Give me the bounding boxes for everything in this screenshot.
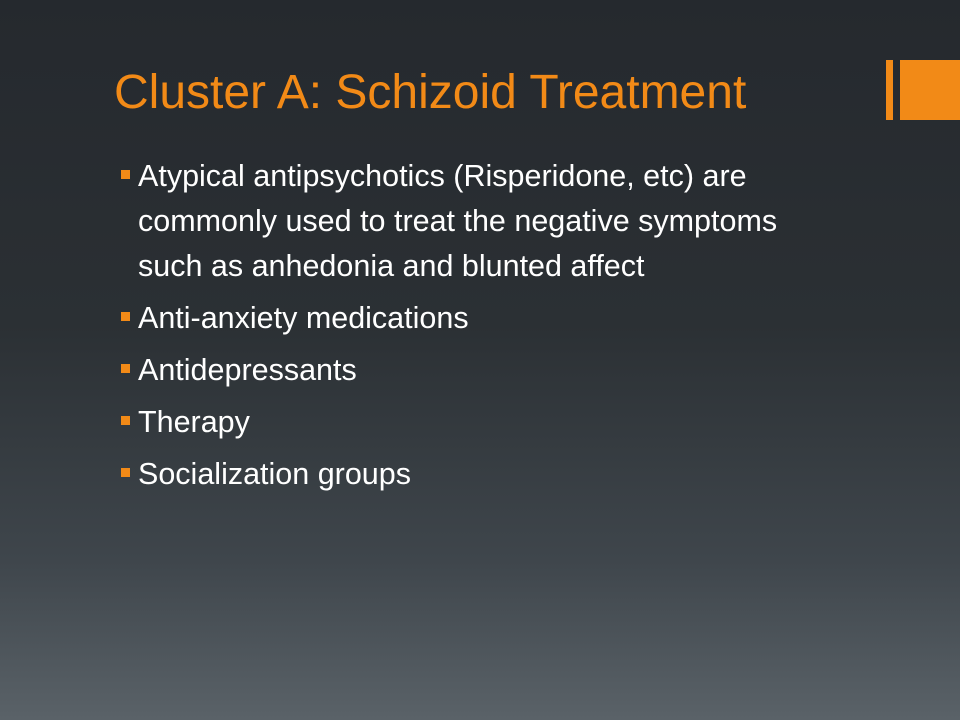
bullet-item: [120, 296, 840, 341]
bullet-list: [120, 154, 840, 504]
bullet-item: [120, 452, 840, 497]
square-bullet-icon: [121, 364, 130, 373]
square-bullet-icon: [121, 312, 130, 321]
bullet-text: Socialization groups: [138, 457, 411, 491]
square-bullet-icon: [121, 468, 130, 477]
bullet-item: [120, 400, 840, 445]
bullet-text: Therapy: [138, 405, 250, 439]
slide-title: Cluster A: Schizoid Treatment: [114, 66, 747, 119]
bullet-item: [120, 154, 840, 289]
accent-bar-thin: [886, 60, 893, 120]
bullet-item: [120, 348, 840, 393]
square-bullet-icon: [121, 170, 130, 179]
accent-bar-block: [900, 60, 960, 120]
square-bullet-icon: [121, 416, 130, 425]
bullet-text: Antidepressants: [138, 353, 357, 387]
bullet-text: Atypical antipsychotics (Risperidone, etc) are commonly used to treat the negative symptoms such as anhedonia and blunted affect: [138, 159, 778, 283]
bullet-text: Anti-anxiety medications: [138, 301, 469, 335]
